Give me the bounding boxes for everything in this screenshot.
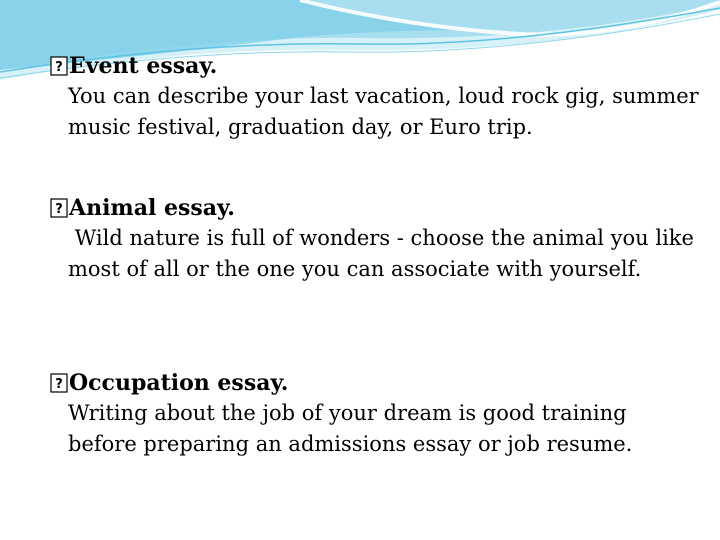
- essay-heading-occupation: [50, 368, 700, 398]
- essay-heading-text: Event essay.: [69, 53, 218, 79]
- essay-item-occupation: [50, 368, 700, 460]
- svg-text:?: ?: [55, 377, 63, 392]
- essay-item-event: [50, 51, 706, 143]
- essay-heading-event: [50, 51, 700, 81]
- replacement-character-icon: [50, 373, 68, 393]
- essay-heading-animal: [50, 193, 700, 223]
- essay-description: You can describe your last vacation, loud rock gig, summer music festival, graduation day, or Euro trip.: [68, 84, 706, 139]
- svg-text:?: ?: [55, 60, 63, 75]
- essay-heading-text: Animal essay.: [69, 195, 235, 221]
- svg-text:?: ?: [55, 202, 63, 217]
- essay-item-animal: [50, 193, 700, 285]
- replacement-character-icon: [50, 56, 68, 76]
- essay-heading-text: Occupation essay.: [69, 370, 289, 396]
- essay-description: Writing about the job of your dream is good training before preparing an admissions essay or job resume.: [68, 401, 634, 456]
- essay-description: Wild nature is full of wonders - choose the animal you like most of all or the one you can associate with yourself.: [68, 226, 701, 281]
- replacement-character-icon: [50, 198, 68, 218]
